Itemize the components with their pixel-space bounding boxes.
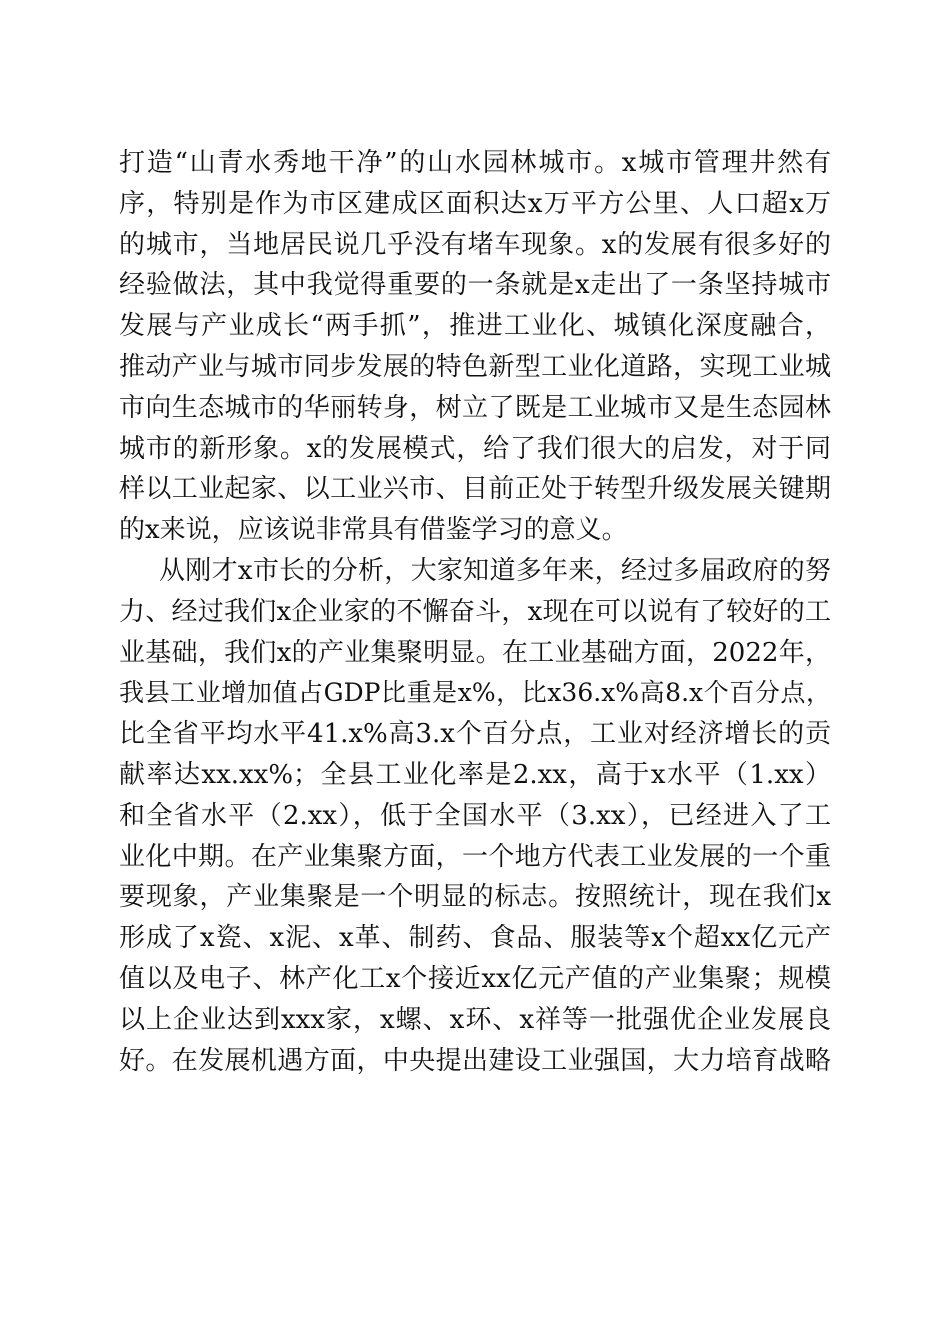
paragraph-line: 比全省平均水平41.x%高3.x个百分点，工业对经济增长的贡 <box>119 719 831 750</box>
paragraph-line: 业化中期。在产业集聚方面，一个地方代表工业发展的一个重 <box>119 841 831 872</box>
paragraph-2 <box>119 551 831 1081</box>
paragraph-line: 好。在发展机遇方面，中央提出建设工业强国，大力培育战略 <box>119 1045 831 1076</box>
paragraph-line: 推动产业与城市同步发展的特色新型工业化道路，实现工业城 <box>119 351 831 382</box>
paragraph-line: 形成了x瓷、x泥、x革、制药、食品、服装等x个超xx亿元产 <box>119 923 831 954</box>
paragraph-line: 要现象，产业集聚是一个明显的标志。按照统计，现在我们x <box>119 882 831 913</box>
paragraph-line: 城市的新形象。x的发展模式，给了我们很大的启发，对于同 <box>119 433 831 464</box>
paragraph-line: 力、经过我们x企业家的不懈奋斗，x现在可以说有了较好的工 <box>119 596 831 627</box>
paragraph-line: 献率达xx.xx%；全县工业化率是2.xx，高于x水平（1.xx） <box>119 759 831 790</box>
paragraph-line: 值以及电子、林产化工x个接近xx亿元产值的产业集聚；规模 <box>119 963 831 994</box>
paragraph-line: 市向生态城市的华丽转身，树立了既是工业城市又是生态园林 <box>119 392 831 423</box>
paragraph-line: 以上企业达到xxx家，x螺、x环、x祥等一批强优企业发展良 <box>119 1004 831 1035</box>
paragraph-line: 和全省水平（2.xx），低于全国水平（3.xx），已经进入了工 <box>119 800 831 831</box>
paragraph-line-last: 的x来说，应该说非常具有借鉴学习的意义。 <box>119 515 628 546</box>
paragraph-line: 样以工业起家、以工业兴市、目前正处于转型升级发展关键期 <box>119 474 831 505</box>
paragraph-line: 打造“山青水秀地干净”的山水园林城市。x城市管理井然有 <box>119 148 831 178</box>
body-text <box>119 143 831 1081</box>
paragraph-line: 的城市，当地居民说几乎没有堵车现象。x的发展有很多好的 <box>119 229 831 260</box>
paragraph-line-first: 从刚才x市长的分析，大家知道多年来，经过多届政府的努 <box>159 555 831 586</box>
paragraph-1 <box>119 143 831 551</box>
paragraph-line: 我县工业增加值占GDP比重是x%，比x36.x%高8.x个百分点， <box>119 678 831 708</box>
paragraph-line: 发展与产业成长“两手抓”，推进工业化、城镇化深度融合， <box>119 311 831 342</box>
paragraph-line: 序，特别是作为市区建成区面积达x万平方公里、人口超x万 <box>119 188 831 219</box>
paragraph-line: 经验做法，其中我觉得重要的一条就是x走出了一条坚持城市 <box>119 270 831 301</box>
paragraph-line: 业基础，我们x的产业集聚明显。在工业基础方面，2022年， <box>119 637 831 668</box>
